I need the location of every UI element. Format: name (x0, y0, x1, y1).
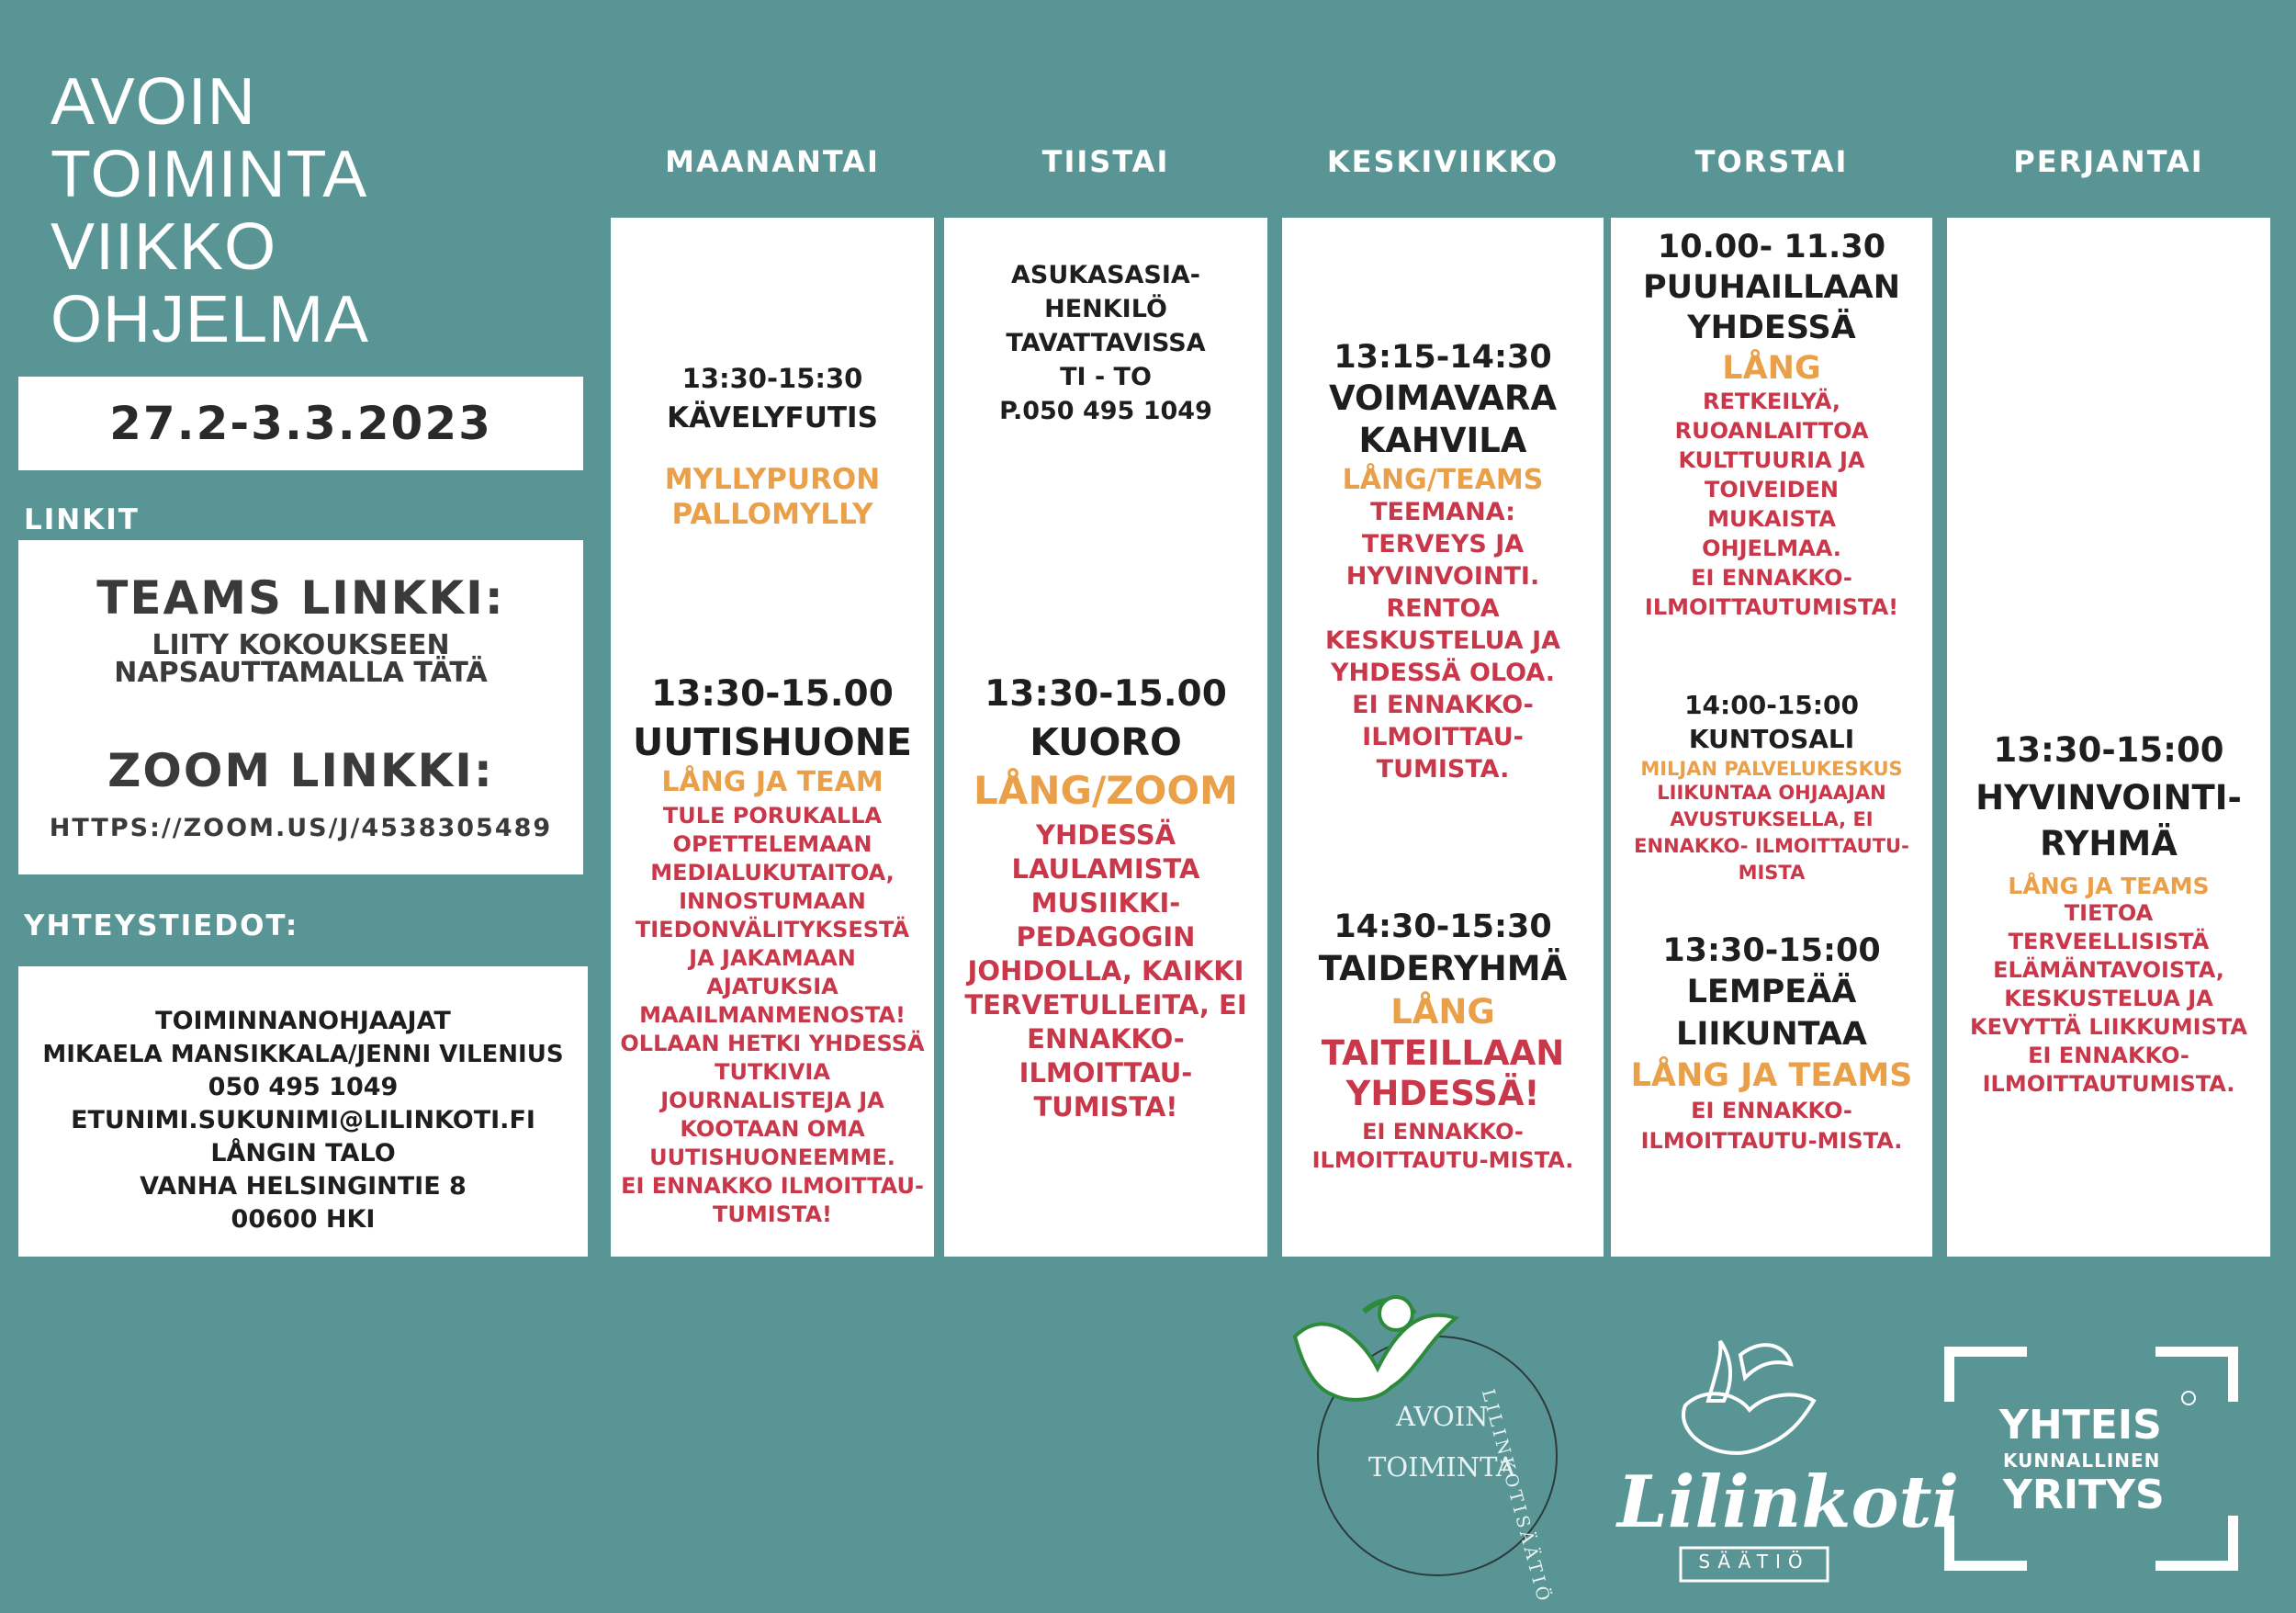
thursday-event-1-title: PUUHAILLAAN YHDESSÄ (1643, 269, 1900, 346)
thursday-event-1-desc: RETKEILYÄ, RUOANLAITTOA KULTTUURIA JA TOIVEIDEN MUKAISTA OHJELMAA. EI ENNAKKO- ILMOITTAUTUMISTA! (1644, 389, 1899, 620)
monday-event-2 (611, 673, 934, 1229)
teams-link-text-1: LIITY KOKOUKSEEN (152, 629, 450, 661)
tuesday-event-1-place: LÅNG/ZOOM (974, 768, 1238, 813)
wednesday-event-1-place: LÅNG/TEAMS (1342, 464, 1544, 496)
wednesday-event-1-desc: TEEMANA: TERVEYS JA HYVINVOINTI. RENTOA KESKUSTELUA JA YHDESSÄ OLOA. EI ENNAKKO- ILMOITTAU- TUMISTA. (1324, 498, 1561, 784)
day-header-friday: PERJANTAI (2013, 144, 2204, 179)
contact-email[interactable]: ETUNIMI.SUKUNIMI@LILINKOTI.FI (71, 1106, 535, 1134)
tuesday-column (944, 218, 1267, 1257)
monday-event-1 (611, 363, 934, 532)
wednesday-event-1 (1282, 339, 1604, 785)
thursday-event-1-time: 10.00- 11.30 (1657, 229, 1886, 265)
thursday-event-2-place: MILJAN PALVELUKESKUS (1640, 758, 1903, 780)
lilinkoti-wordmark: Lilinkoti (1617, 1461, 1960, 1544)
contact-phone: 050 495 1049 (208, 1073, 399, 1101)
thursday-event-3-title: LEMPEÄÄ LIIKUNTAA (1676, 974, 1867, 1053)
title-line-1: AVOIN (51, 65, 256, 139)
title-line-3: VIIKKO (51, 210, 277, 284)
monday-event-2-title: UUTISHUONE (632, 720, 913, 764)
contact-building: LÅNGIN TALO (210, 1139, 396, 1167)
thursday-column (1611, 218, 1932, 1257)
friday-event-1-place: LÅNG JA TEAMS (2008, 873, 2210, 899)
avoin-toiminta-logo (1277, 1286, 1580, 1607)
yhteis-text-2: KUNNALLINEN (2003, 1449, 2161, 1472)
contact-street: VANHA HELSINGINTIE 8 (140, 1172, 467, 1201)
thursday-event-2 (1611, 690, 1932, 886)
thursday-event-2-time: 14:00-15:00 (1684, 690, 1859, 720)
tuesday-info (944, 258, 1267, 428)
lilinkoti-logo (1612, 1337, 1960, 1585)
monday-event-2-place: LÅNG JA TEAM (661, 766, 884, 798)
yhteis-text-1: YHTEIS (1999, 1402, 2162, 1449)
wednesday-event-2-place: LÅNG (1390, 992, 1495, 1032)
avoin-logo-text-2: TOIMINTA (1368, 1451, 1515, 1483)
tuesday-info-text: ASUKASASIA- HENKILÖ TAVATTAVISSA TI - TO P.050 495 1049 (999, 261, 1212, 425)
contact-box (18, 966, 588, 1257)
thursday-event-2-title: KUNTOSALI (1688, 724, 1855, 754)
thursday-event-2-desc: LIIKUNTAA OHJAAJAN AVUSTUKSELLA, EI ENNAKKO- ILMOITTAUTU- MISTA (1634, 782, 1909, 884)
thursday-event-1 (1611, 229, 1932, 622)
page-title (51, 66, 369, 356)
date-box (18, 377, 583, 470)
tuesday-event-1-desc: YHDESSÄ LAULAMISTA MUSIIKKI- PEDAGOGIN JOHDOLLA, KAIKKI TERVETULLEITA, EI ENNAKKO- ILMOITTAU- TUMISTA! (964, 819, 1247, 1122)
wednesday-event-1-time: 13:15-14:30 (1334, 339, 1552, 376)
thursday-event-1-place: LÅNG (1722, 350, 1821, 387)
yhteis-text-3: YRITYS (2003, 1472, 2165, 1518)
contact-postal: 00600 HKI (231, 1205, 376, 1234)
links-box (18, 540, 583, 874)
friday-event-1-title: HYVINVOINTI- RYHMÄ (1975, 778, 2242, 863)
wednesday-event-1-title: VOIMAVARA KAHVILA (1328, 378, 1558, 460)
day-header-thursday: TORSTAI (1694, 144, 1849, 179)
zoom-link[interactable]: HTTPS://ZOOM.US/J/4538305489 (49, 814, 553, 842)
thursday-event-3-place: LÅNG JA TEAMS (1630, 1057, 1913, 1094)
day-header-monday: MAANANTAI (665, 144, 880, 179)
monday-event-1-place: MYLLYPURON PALLOMYLLY (664, 463, 881, 531)
title-line-2: TOIMINTA (51, 138, 368, 211)
teams-heading: TEAMS LINKKI: (96, 571, 505, 625)
friday-event-1 (1947, 730, 2270, 1099)
links-label: LINKIT (24, 503, 140, 536)
thursday-event-3-time: 13:30-15:00 (1662, 932, 1881, 969)
title-line-4: OHJELMA (51, 283, 370, 356)
date-range: 27.2-3.3.2023 (109, 397, 492, 450)
wednesday-event-2-desc: EI ENNAKKO- ILMOITTAUTU-MISTA. (1311, 1119, 1574, 1173)
contact-names: MIKAELA MANSIKKALA/JENNI VILENIUS (42, 1041, 564, 1068)
thursday-event-3-desc: EI ENNAKKO- ILMOITTAUTU-MISTA. (1640, 1098, 1903, 1154)
wednesday-event-2 (1282, 908, 1604, 1175)
tuesday-event-1 (944, 673, 1267, 1124)
avoin-logo-text-1: AVOIN (1396, 1401, 1489, 1432)
friday-event-1-time: 13:30-15:00 (1993, 730, 2224, 770)
zoom-heading: ZOOM LINKKI: (107, 744, 494, 797)
teams-link[interactable] (18, 629, 583, 689)
day-header-tuesday: TIISTAI (1041, 144, 1170, 179)
day-header-wednesday: KESKIVIIKKO (1326, 144, 1559, 179)
wednesday-event-2-title: TAIDERYHMÄ (1318, 949, 1568, 988)
wednesday-column (1282, 218, 1604, 1257)
teams-link-text-2: NAPSAUTTAMALLA TÄTÄ (114, 657, 488, 689)
friday-column (1947, 218, 2270, 1257)
thursday-event-3 (1611, 932, 1932, 1156)
monday-column (611, 218, 934, 1257)
monday-event-2-desc: TULE PORUKALLA OPETTELEMAAN MEDIALUKUTAITOA, INNOSTUMAAN TIEDONVÄLITYKSESTÄ JA JAKAMAAN AJATUKSIA MAAILMANMENOSTA! OLLAAN HETKI YHDESSÄ TUTKIVIA JOURNALISTEJA JA KOOTAAN OMA UUTISHUONEEMME. EI ENNAKKO ILMOITTAU- TUMISTA! (620, 803, 925, 1227)
yhteiskunnallinen-yritys-logo (1944, 1347, 2238, 1571)
tuesday-event-1-title: KUORO (1030, 720, 1182, 764)
monday-event-2-time: 13:30-15.00 (651, 673, 894, 715)
monday-event-1-title: KÄVELYFUTIS (667, 401, 878, 434)
wednesday-event-2-time: 14:30-15:30 (1334, 908, 1552, 945)
tuesday-event-1-time: 13:30-15.00 (985, 673, 1227, 715)
wednesday-event-2-sub: TAITEILLAAN YHDESSÄ! (1321, 1033, 1565, 1113)
monday-event-1-time: 13:30-15:30 (681, 363, 863, 394)
friday-event-1-desc: TIETOA TERVEELLISISTÄ ELÄMÄNTAVOISTA, KESKUSTELUA JA KEVYTTÄ LIIKKUMISTA EI ENNAKKO- ILMOITTAUTUMISTA. (1970, 900, 2247, 1097)
avoin-logo-arc-text: LILINKOTISÄÄTIÖ (1477, 1387, 1555, 1607)
contact-label: YHTEYSTIEDOT: (24, 909, 299, 942)
lilinkoti-saatio: SÄÄTIÖ (1698, 1551, 1810, 1573)
contact-title: TOIMINNANOHJAAJAT (155, 1007, 451, 1035)
